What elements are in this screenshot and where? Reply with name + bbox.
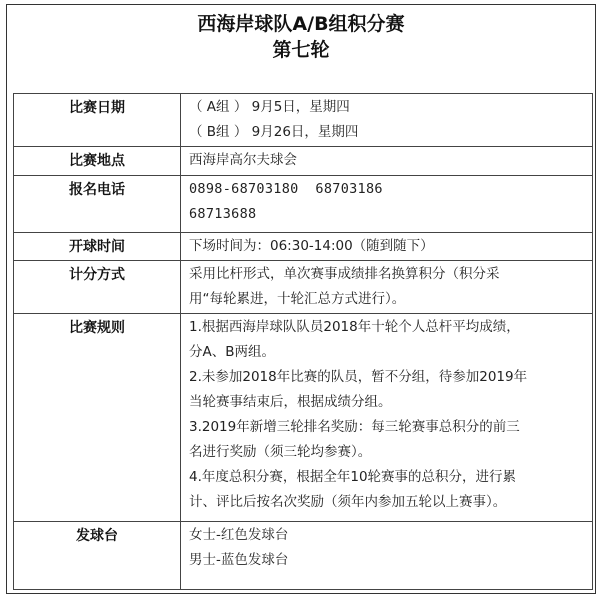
tee-time-label: 开球时间 [14, 233, 181, 261]
row-date [14, 94, 593, 147]
rule-line: 名进行奖励（须三轮均参赛）。 [189, 444, 372, 460]
row-tee-box [14, 522, 593, 590]
rules-label: 比赛规则 [14, 314, 181, 522]
row-rules [14, 314, 593, 522]
scoring-value [181, 261, 593, 314]
rule-line: 1.根据西海岸球队队员2018年十轮个人总杆平均成绩， [189, 319, 520, 335]
tee-time-value [181, 233, 593, 261]
phone-label: 报名电话 [14, 176, 181, 233]
rule-line: 3.2019年新增三轮排名奖励：每三轮赛事总积分的前三 [189, 419, 520, 435]
scoring-label: 计分方式 [14, 261, 181, 314]
tee-box-ladies: 女士-红色发球台 [189, 527, 289, 543]
rule-line: 2.未参加2018年比赛的队员，暂不分组，待参加2019年 [189, 369, 528, 385]
row-phone [14, 176, 593, 233]
scoring-line-1: 采用比杆形式，单次赛事成绩排名换算积分（积分采 [189, 266, 500, 282]
tee-box-value [181, 522, 593, 590]
rules-value [181, 314, 593, 522]
phone-line-1: 0898-68703180 68703186 [189, 181, 383, 197]
venue-label: 比赛地点 [14, 147, 181, 176]
tee-box-men: 男士-蓝色发球台 [189, 552, 289, 568]
rule-line: 当轮赛事结束后，根据成绩分组。 [189, 394, 392, 410]
venue-value [181, 147, 593, 176]
event-title: 西海岸球队A/B组积分赛 [197, 13, 405, 35]
date-group-b: （ B组 ） 9月26日，星期四 [189, 124, 359, 140]
date-label: 比赛日期 [14, 94, 181, 147]
round-title: 第七轮 [272, 39, 330, 61]
tee-box-label: 发球台 [14, 522, 181, 590]
rule-line: 计、评比后按名次奖励（须年内参加五轮以上赛事）。 [189, 494, 507, 510]
phone-value [181, 176, 593, 233]
title-block [7, 5, 595, 89]
event-notice-sheet [6, 4, 596, 594]
row-venue [14, 147, 593, 176]
event-details-table [13, 93, 593, 590]
date-group-a: （ A组 ） 9月5日，星期四 [189, 99, 350, 115]
tee-time-text: 下场时间为：06:30-14:00（随到随下） [189, 238, 434, 254]
row-scoring [14, 261, 593, 314]
rule-line: 4.年度总积分赛，根据全年10轮赛事的总积分，进行累 [189, 469, 517, 485]
date-value [181, 94, 593, 147]
phone-line-2: 68713688 [189, 206, 257, 222]
row-tee-time [14, 233, 593, 261]
rule-line: 分A、B两组。 [189, 344, 275, 360]
scoring-line-2: 用“每轮累进，十轮汇总方式进行）。 [189, 291, 406, 307]
venue-name: 西海岸高尔夫球会 [189, 152, 297, 168]
